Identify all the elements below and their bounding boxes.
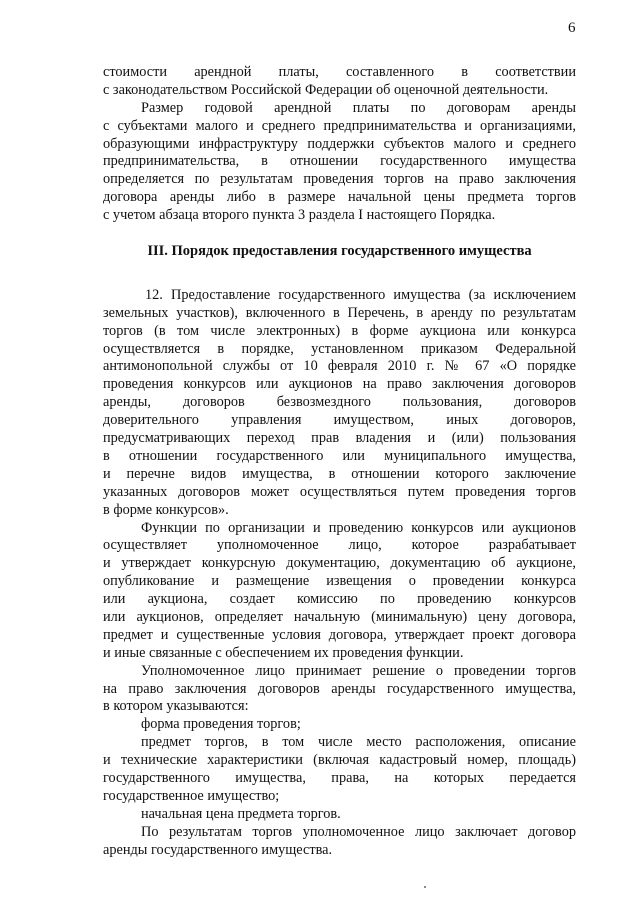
text-line: опубликование и размещение извещения о проведении конкурса [103, 573, 576, 590]
text-line: Уполномоченное лицо принимает решение о проведении торгов [141, 662, 576, 679]
text-line: образующими инфраструктуру поддержки субъектов малого и среднего [103, 135, 576, 152]
text-line: в котором указываются: [103, 698, 249, 715]
text-line: форма проведения торгов; [141, 716, 301, 733]
text-line: По результатам торгов уполномоченное лицо заключает договор [141, 823, 576, 840]
text-line: аренды государственного имущества. [103, 841, 333, 858]
text-line: с учетом абзаца второго пункта 3 раздела I настоящего Порядка. [103, 207, 496, 224]
text-line: осуществляется в порядке, установленном приказом Федеральной [103, 340, 576, 357]
text-line: в отношении государственного или муниципального имущества, [103, 447, 576, 464]
text-line: и перечне видов имущества, в отношении которого заключение [103, 465, 576, 482]
text-line: и утверждает конкурсную документацию, документацию об аукционе, [103, 555, 576, 572]
text-line: предмет торгов, в том числе место расположения, описание [141, 734, 576, 751]
paragraph-rent-calculation-end [103, 64, 576, 100]
text-line: стоимости арендной платы, составленного в соответствии [103, 64, 576, 80]
paragraph-12 [103, 287, 576, 520]
text-line: с субъектами малого и среднего предпринимательства и организациями, [103, 117, 576, 134]
text-line: государственного имущества, права, на которых передается [103, 769, 576, 786]
text-line: на право заключения договоров аренды государственного имущества, [103, 680, 576, 697]
text-line: или аукциона, создает комиссию по проведению конкурсов [103, 591, 576, 608]
paragraph-initial-price [103, 806, 576, 824]
text-line: 12. Предоставление государственного имущества (за исключением [145, 286, 576, 303]
text-line: с законодательством Российской Федерации об оценочной деятельности. [103, 81, 549, 98]
scan-speck [424, 886, 426, 888]
text-line: предусматривающих переход прав владения и (или) пользования [103, 430, 576, 447]
paragraph-decision [103, 663, 576, 717]
text-line: Размер годовой арендной платы по договорам аренды [141, 99, 576, 116]
text-line: земельных участков), включенного в Перечень, в аренду по результатам [103, 304, 576, 321]
page-number: 6 [568, 20, 576, 36]
text-line: начальная цена предмета торгов. [141, 805, 341, 822]
text-line: доверительного управления имуществом, иных договоров, [103, 412, 576, 429]
paragraph-annual-rent [103, 100, 576, 225]
text-line: указанных договоров может осуществляться путем проведения торгов [103, 483, 576, 500]
text-line: предпринимательства, в отношении государственного имущества [103, 153, 576, 170]
text-line: Функции по организации и проведению конкурсов или аукционов [141, 519, 576, 536]
paragraph-subject [103, 734, 576, 806]
text-line: договора аренды либо в размере начальной цены предмета торгов [103, 189, 576, 206]
text-line: торгов (в том числе электронных) в форме аукциона или конкурса [103, 322, 576, 339]
document-body [103, 64, 576, 859]
text-line: антимонопольной службы от 10 февраля 2010 г. № 67 «О порядке [103, 358, 576, 375]
paragraph-results [103, 824, 576, 860]
text-line: или аукционов, определяет начальную (минимальную) цену договора, [103, 608, 576, 625]
text-line: и иные связанные с обеспечением их проведения функции. [103, 644, 464, 661]
paragraph-functions [103, 520, 576, 663]
text-line: аренды, договоров безвозмездного пользования, договоров [103, 394, 576, 411]
text-line: и технические характеристики (включая кадастровый номер, площадь) [103, 752, 576, 769]
text-line: предмет и существенные условия договора, утверждает проект договора [103, 626, 576, 643]
text-line: осуществляет уполномоченное лицо, которое разрабатывает [103, 537, 576, 554]
section-heading: III. Порядок предоставления государственного имущества [147, 243, 532, 260]
paragraph-form [103, 716, 576, 734]
text-line: определяется по результатам проведения торгов на право заключения [103, 171, 576, 188]
text-line: государственное имущество; [103, 787, 280, 804]
text-line: в форме конкурсов». [103, 501, 229, 518]
text-line: проведения конкурсов или аукционов на право заключения договоров [103, 376, 576, 393]
